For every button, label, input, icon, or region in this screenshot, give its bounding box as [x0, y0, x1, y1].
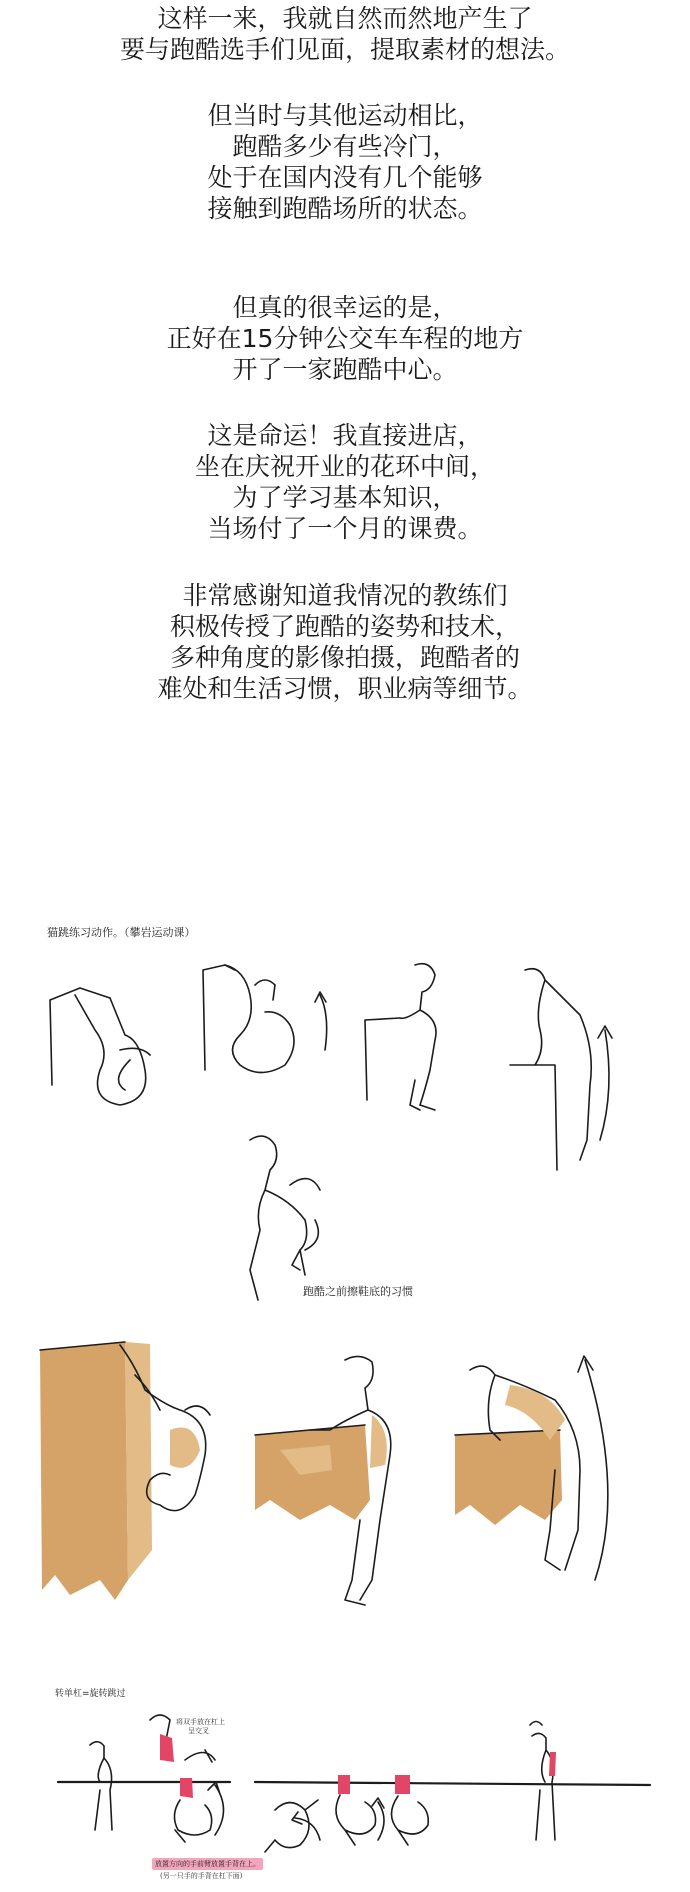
- caption-cat-leap: 猫跳练习动作。（攀岩运动课）: [47, 926, 196, 939]
- text-line: 为了学习基本知识，: [232, 483, 458, 512]
- text-line: 当场付了一个月的课费。: [207, 514, 483, 543]
- text-line: 但当时与其他运动相比，: [207, 101, 483, 130]
- paragraph-5: [0, 580, 690, 704]
- text-line: 非常感谢知道我情况的教练们: [182, 581, 508, 610]
- text-line: 接触到跑酷场所的状态。: [207, 194, 483, 223]
- text-line: 难处和生活习惯，职业病等细节。: [157, 674, 533, 703]
- text-line: 处于在国内没有几个能够: [207, 163, 483, 192]
- figure-tucked: [203, 965, 327, 1073]
- text-line: 要与跑酷选手们见面，提取素材的想法。: [119, 35, 570, 64]
- wall-right: [455, 1430, 562, 1525]
- paragraph-1: [0, 3, 690, 65]
- text-line: 这是命运！我直接进店，: [207, 421, 483, 450]
- figure-hanging: [50, 988, 150, 1105]
- caption-bar-turn: 转单杠=旋转跳过: [55, 1689, 126, 1699]
- text-line: 但真的很幸运的是，: [232, 293, 458, 322]
- bar-turn-sketch: [0, 1690, 690, 1870]
- figure-rising: [365, 964, 436, 1110]
- note-pink-sub: (另一只手的手背在杠下面): [160, 1872, 243, 1880]
- text-line: 积极传授了跑酷的姿势和技术，: [169, 612, 520, 641]
- text-line: 跑酷多少有些冷门，: [232, 132, 458, 161]
- text-line: 开了一家跑酷中心。: [232, 355, 458, 384]
- paragraph-4: [0, 420, 690, 544]
- text-line: 多种角度的影像拍摄，跑酷者的: [169, 643, 520, 672]
- text-line: 正好在15分钟公交车车程的地方: [166, 324, 524, 353]
- color-parkour-sketch: [0, 1290, 690, 1620]
- text-line: 坐在庆祝开业的花环中间，: [194, 452, 495, 481]
- caption-shoe-wipe: 跑酷之前擦鞋底的习惯: [303, 1285, 413, 1298]
- note-pink-main: 放置方向的手前臂放置手背在上。: [152, 1858, 263, 1870]
- paragraph-2: [0, 100, 690, 224]
- paragraph-3: [0, 292, 690, 385]
- text-line: 这样一来，我就自然而然地产生了: [157, 4, 533, 33]
- wall-left: [40, 1342, 128, 1600]
- bar-line-right: [255, 1782, 650, 1785]
- note-hands-on-bar: 将双手放在杠上 呈交叉: [176, 1718, 225, 1735]
